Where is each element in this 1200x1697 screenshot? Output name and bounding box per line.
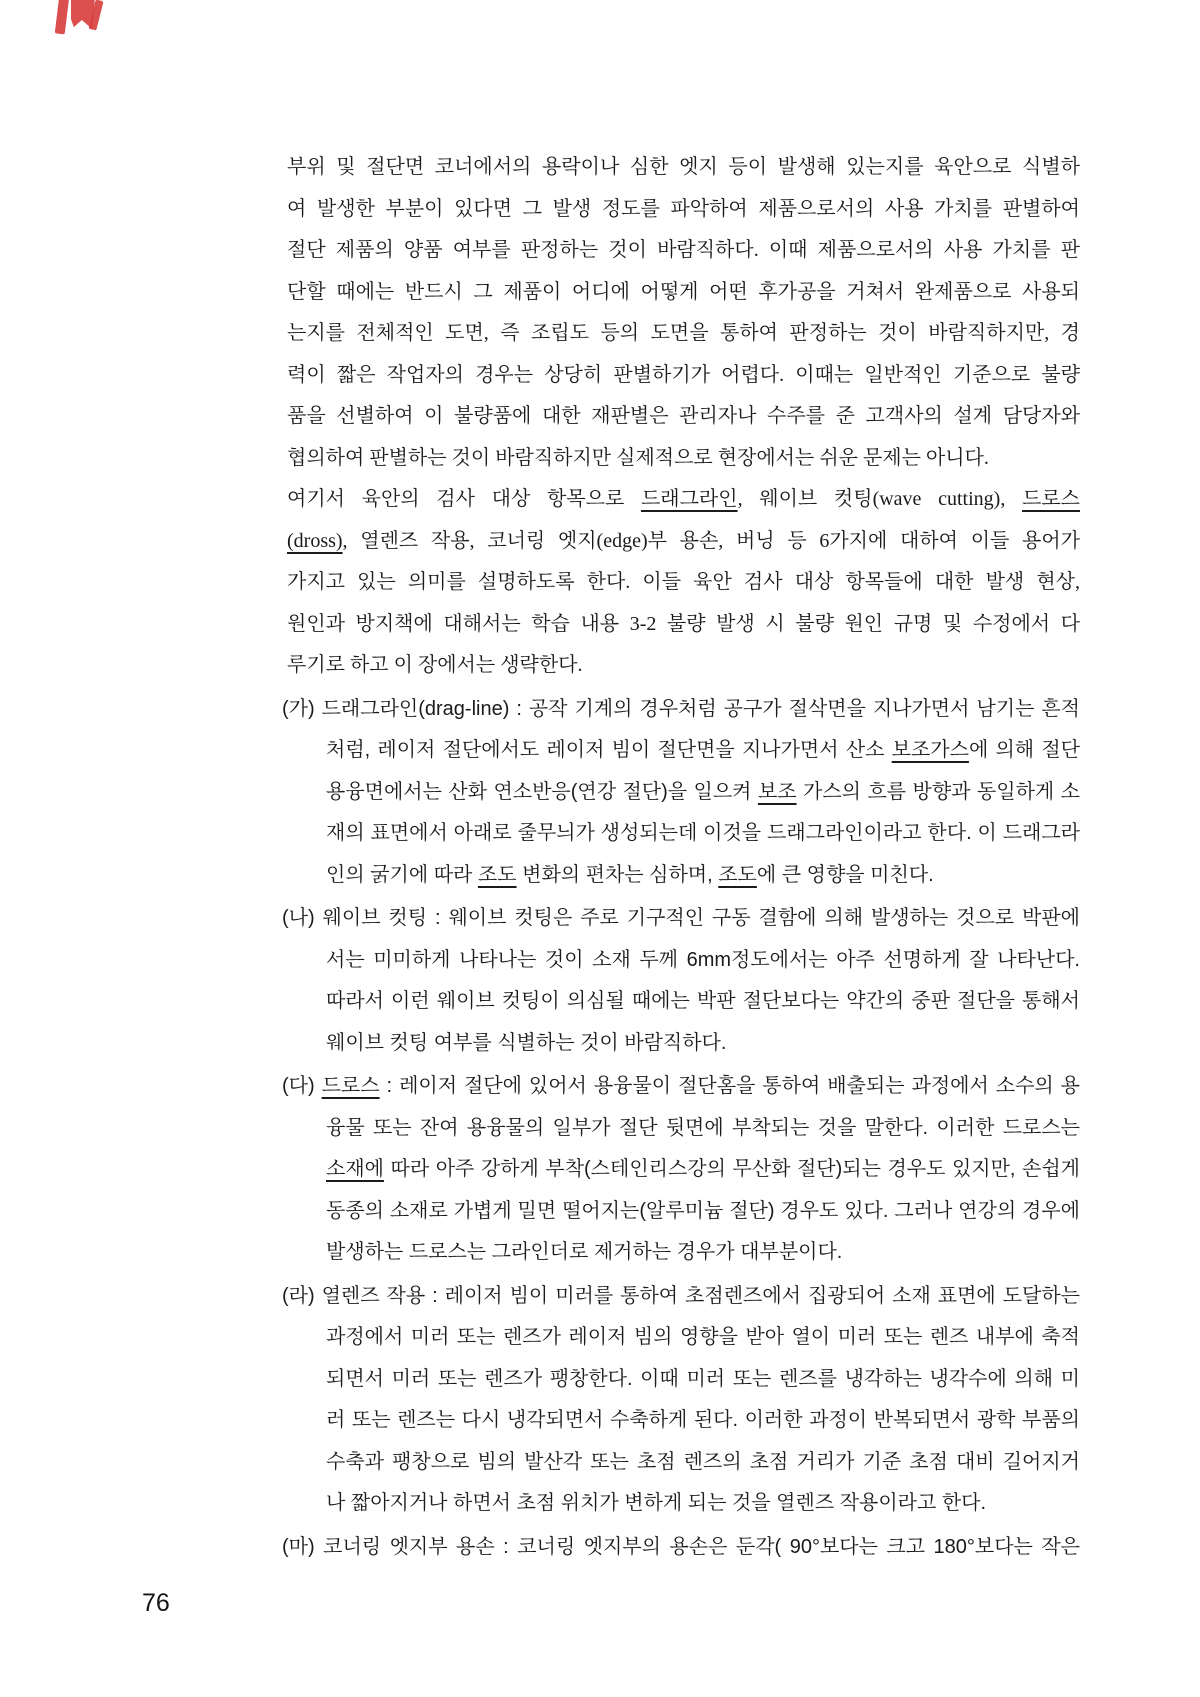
text-line: [326, 1023, 1080, 1065]
text-segment: 력이 짧은 작업자의 경우는 상당히 판별하기가 어렵다. 이때는 일반적인 기준으로 불량: [287, 363, 1080, 386]
text-segment: 과정에서 미러 또는 렌즈가 레이저 빔의 영향을 받아 열이 미러 또는 렌즈 내부에 축적: [326, 1326, 1080, 1348]
text-segment: 품을 선별하여 이 불량품에 대한 재판별은 관리자나 수주를 준 고객사의 설계 담당자와: [287, 405, 1080, 427]
text-segment: 발생하는 드로스는 그라인더로 제거하는 경우가 대부분이다.: [326, 1241, 843, 1263]
underlined-term: 드로스: [1022, 488, 1080, 510]
underlined-term: (dross): [287, 529, 343, 552]
text-line: [326, 730, 1080, 772]
text-line: [287, 521, 1080, 563]
text-segment: 가스의 흐름 방향과 동일하게 소: [796, 780, 1080, 803]
text-line: [287, 562, 1080, 604]
text-segment: 변화의 편차는 심하며,: [516, 863, 719, 886]
text-segment: 나 짧아지거나 하면서 초점 위치가 변하게 되는 것을 열렌즈 작용이라고 한다.: [326, 1492, 987, 1514]
text-segment: 용융면에서는 산화 연소반응(연강 절단)을 일으켜: [326, 780, 758, 803]
text-line: [326, 813, 1080, 855]
text-segment: (가) 드래그라인(drag-line) : 공작 기계의 경우처럼 공구가 절삭면을 지나가면서 남기는 흔적: [282, 697, 1080, 720]
text-line: [326, 1442, 1080, 1484]
text-segment: 처럼, 레이저 절단에서도 레이저 빔이 절단면을 지나가면서 산소: [326, 739, 892, 761]
body-paragraph: [287, 147, 1080, 687]
text-line: [326, 1191, 1080, 1233]
text-segment: 융물 또는 잔여 용융물의 일부가 절단 뒷면에 부착되는 것을 말한다. 이러한 드로스는: [326, 1116, 1080, 1139]
text-segment: 재의 표면에서 아래로 줄무늬가 생성되는데 이것을 드래그라인이라고 한다. 이 드래그라: [326, 822, 1080, 844]
text-segment: 에 큰 영향을 미친다.: [756, 863, 934, 886]
text-column: [282, 147, 1080, 1568]
text-segment: 동종의 소재로 가볍게 밀면 떨어지는(알루미늄 절단) 경우도 있다. 그러나 연강의 경우에: [326, 1199, 1080, 1222]
text-line: [287, 645, 1080, 687]
text-line: [287, 272, 1080, 314]
text-line: [326, 1232, 1080, 1274]
red-ink-mark: [0, 0, 120, 60]
text-line: [282, 1527, 1080, 1569]
text-segment: 에 의해 절단: [968, 739, 1080, 761]
text-line: [282, 1276, 1080, 1318]
text-line: [326, 1108, 1080, 1150]
text-line: [326, 855, 1080, 897]
text-segment: 협의하여 판별하는 것이 바람직하지만 실제적으로 현장에서는 쉬운 문제는 아니다.: [287, 446, 989, 469]
text-segment: 루기로 하고 이 장에서는 생략한다.: [287, 654, 583, 676]
text-segment: 여 발생한 부분이 있다면 그 발생 정도를 파악하여 제품으로서의 사용 가치를 판별하여: [287, 197, 1080, 220]
text-segment: 여기서 육안의 검사 대상 항목으로: [287, 488, 641, 510]
text-segment: 되면서 미러 또는 렌즈가 팽창한다. 이때 미러 또는 렌즈를 냉각하는 냉각수에 의해 미: [326, 1367, 1080, 1390]
text-segment: 따라 아주 강하게 부착(스테인리스강의 무산화 절단)되는 경우도 있지만, 손쉽게: [383, 1158, 1080, 1180]
text-segment: : 레이저 절단에 있어서 용융물이 절단홈을 통하여 배출되는 과정에서 소수의 용: [379, 1075, 1080, 1097]
text-line: [287, 604, 1080, 646]
list-item: [282, 1527, 1080, 1569]
text-line: [326, 1317, 1080, 1359]
defect-list: [282, 689, 1080, 1569]
text-line: [326, 1400, 1080, 1442]
text-line: [326, 1483, 1080, 1525]
text-segment: 웨이브 컷팅 여부를 식별하는 것이 바람직하다.: [326, 1031, 727, 1054]
list-item: [282, 1276, 1080, 1525]
text-segment: 단할 때에는 반드시 그 제품이 어디에 어떻게 어떤 후가공을 거쳐서 완제품으로 사용되: [287, 280, 1080, 303]
text-segment: 가지고 있는 의미를 설명하도록 한다. 이들 육안 검사 대상 항목들에 대한 발생 현상,: [287, 571, 1080, 593]
text-segment: 절단 제품의 양품 여부를 판정하는 것이 바람직하다. 이때 제품으로서의 사용 가치를 판: [287, 239, 1080, 261]
text-segment: 따라서 이런 웨이브 컷팅이 의심될 때에는 박판 절단보다는 약간의 중판 절단을 통해서: [326, 990, 1080, 1012]
text-segment: 러 또는 렌즈는 다시 냉각되면서 수축하게 된다. 이러한 과정이 반복되면서 광학 부품의: [326, 1409, 1080, 1431]
text-segment: 부위 및 절단면 코너에서의 용락이나 심한 엣지 등이 발생해 있는지를 육안으로 식별하: [287, 156, 1080, 178]
list-item: [282, 1066, 1080, 1274]
text-line: [282, 689, 1080, 731]
text-line: [326, 772, 1080, 814]
text-segment: (라) 열렌즈 작용 : 레이저 빔이 미러를 통하여 초점렌즈에서 집광되어 소재 표면에 도달하는: [282, 1284, 1080, 1307]
text-line: [282, 898, 1080, 940]
list-item: [282, 898, 1080, 1064]
text-line: [326, 940, 1080, 982]
text-segment: , 웨이브 컷팅(wave cutting),: [737, 488, 1023, 510]
text-segment: 인의 굵기에 따라: [326, 863, 478, 886]
text-line: [326, 981, 1080, 1023]
text-segment: (마) 코너링 엣지부 용손 : 코너링 엣지부의 용손은 둔각( 90°보다는 크고 180°보다는 작은: [282, 1535, 1080, 1558]
underlined-term: 드래그라인: [640, 488, 738, 510]
text-line: [326, 1149, 1080, 1191]
text-segment: 서는 미미하게 나타나는 것이 소재 두께 6mm정도에서는 아주 선명하게 잘 나타난다.: [326, 948, 1080, 971]
underlined-term: 조도: [477, 863, 517, 886]
text-segment: 수축과 팽창으로 빔의 발산각 또는 초점 렌즈의 초점 거리가 기준 초점 대비 길어지거: [326, 1450, 1080, 1473]
text-line: [287, 479, 1080, 521]
page-number: 76: [142, 1589, 170, 1617]
text-line: [287, 189, 1080, 231]
text-line: [287, 355, 1080, 397]
underlined-term: 소재에: [326, 1158, 384, 1180]
text-line: [287, 438, 1080, 480]
text-line: [282, 1066, 1080, 1108]
text-line: [287, 230, 1080, 272]
text-line: [287, 313, 1080, 355]
text-line: [287, 396, 1080, 438]
underlined-term: 조도: [718, 863, 757, 886]
red-ink-stroke: [55, 0, 70, 34]
text-segment: 원인과 방지책에 대해서는 학습 내용 3-2 불량 발생 시 불량 원인 규명 및 수정에서 다: [287, 612, 1080, 635]
underlined-term: 드로스: [321, 1075, 380, 1097]
underlined-term: 보조가스: [891, 739, 969, 761]
text-segment: , 열렌즈 작용, 코너링 엣지(edge)부 용손, 버닝 등 6가지에 대하여 이들 용어가: [342, 529, 1080, 552]
text-line: [287, 147, 1080, 189]
underlined-term: 보조: [757, 780, 797, 803]
text-segment: (나) 웨이브 컷팅 : 웨이브 컷팅은 주로 기구적인 구동 결함에 의해 발생하는 것으로 박판에: [282, 907, 1080, 929]
text-segment: 는지를 전체적인 도면, 즉 조립도 등의 도면을 통하여 판정하는 것이 바람직하지만, 경: [287, 322, 1080, 344]
list-item: [282, 689, 1080, 897]
text-segment: (다): [282, 1075, 322, 1097]
text-line: [326, 1359, 1080, 1401]
